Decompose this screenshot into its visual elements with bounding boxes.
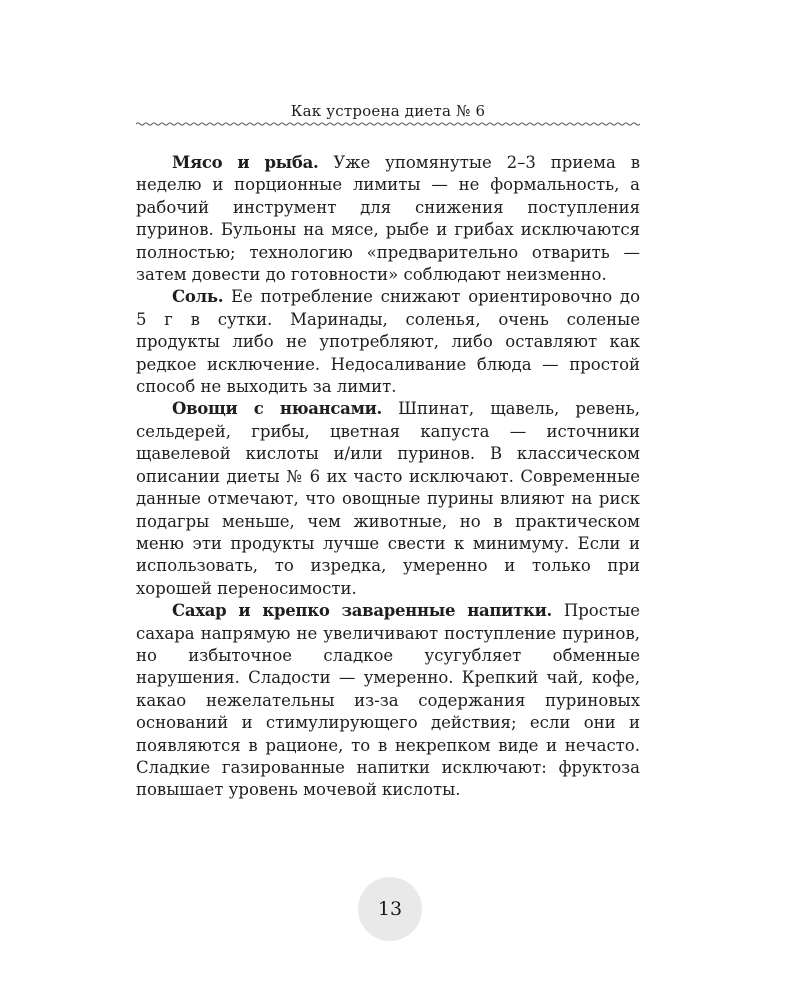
paragraph-lead: Овощи с нюансами.: [172, 399, 382, 419]
paragraph-vegetables: [136, 398, 640, 600]
paragraph-text: Простые сахара напрямую не увеличивают поступление пуринов, но избыточное сладкое усугубляет обменные нарушения. Сладости — умеренно. Крепкий чай, кофе, какао нежелательны из-за содержания пуриновых оснований и стимулирующего действия; если они и появляются в рационе, то в некрепком виде и нечасто. Сладкие газированные напитки исключают: фруктоза повышает уровень мочевой кислоты.: [136, 601, 640, 800]
paragraph-salt: [136, 286, 640, 398]
running-head: Как устроена диета № 6: [290, 102, 486, 120]
paragraph-text: Шпинат, щавель, ревень, сельдерей, грибы, цветная капуста — источники щавелевой кислоты и/или пуринов. В классическом описании диеты № 6 их часто исключают. Современные данные отмечают, что овощные пурины влияют на риск подагры меньше, чем животные, но в практическом меню эти продукты лучше свести к минимуму. Если и использовать, то изредка, умеренно и только при хорошей переносимости.: [136, 399, 641, 598]
paragraph-text: Ее потребление снижают ориентировочно до 5 г в сутки. Маринады, соленья, очень соленые продукты либо не употребляют, либо оставляют как редкое исключение. Недосаливание блюда — простой способ не выходить за лимит.: [136, 287, 640, 397]
header-wavy-rule: [136, 121, 640, 127]
page-number-badge: [358, 877, 422, 941]
paragraph-lead: Сахар и крепко заваренные напитки.: [172, 601, 552, 621]
paragraph-sugar-drinks: [136, 600, 640, 802]
page-number: 13: [377, 898, 403, 920]
paragraph-meat-fish: [136, 152, 640, 286]
paragraph-lead: Мясо и рыба.: [172, 153, 319, 172]
body-text: [136, 152, 640, 802]
paragraph-text: Уже упомянутые 2–3 приема в неделю и порционные лимиты — не формальность, а рабочий инструмент для снижения поступления пуринов. Бульоны на мясе, рыбе и грибах исключаются полностью; технологию «предварительно отварить — затем довести до готовности» соблюдают неизменно.: [136, 153, 640, 285]
wavy-line: [136, 123, 640, 125]
paragraph-lead: Соль.: [172, 287, 224, 307]
